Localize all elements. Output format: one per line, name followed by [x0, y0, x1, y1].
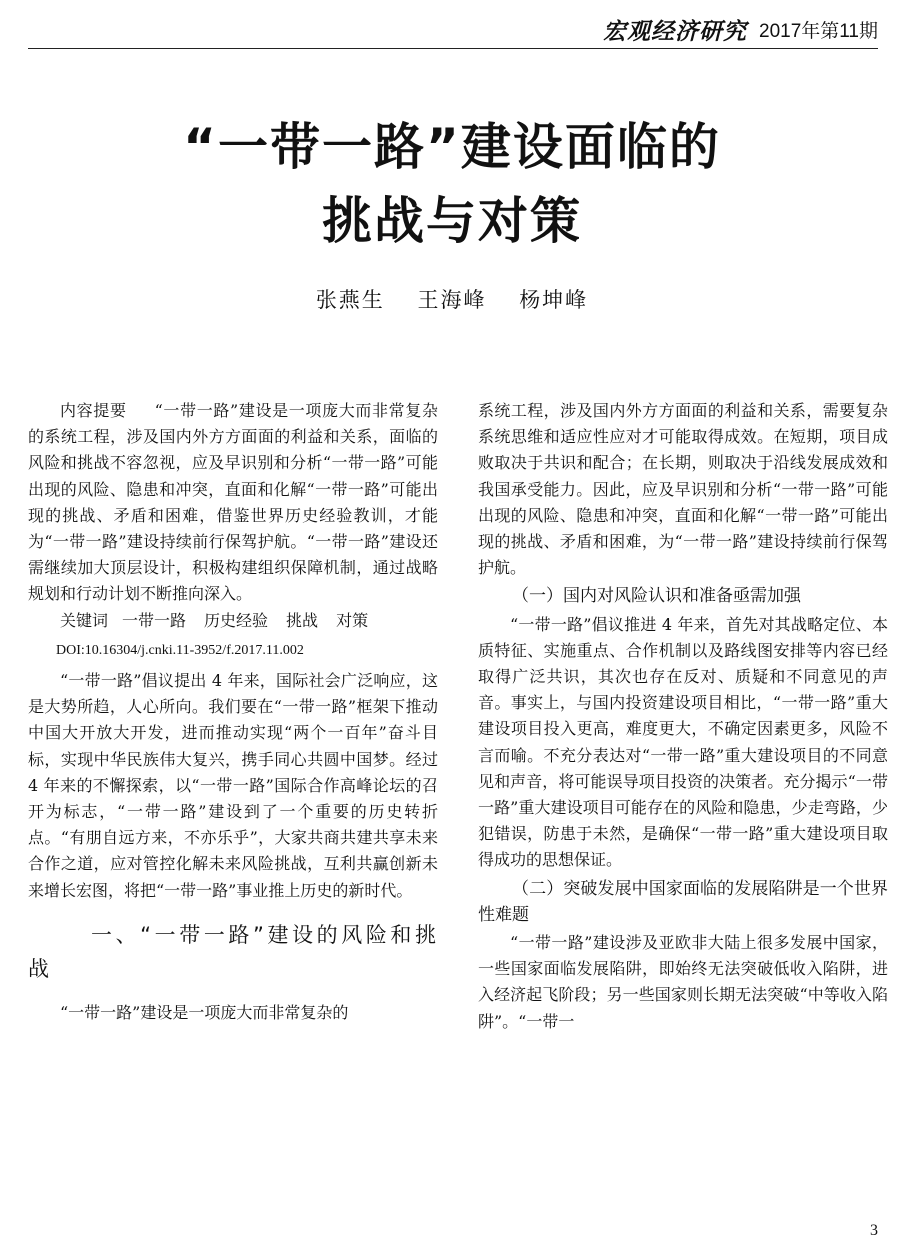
doi: DOI:10.16304/j.cnki.11-3952/f.2017.11.002	[56, 642, 304, 658]
left-column	[28, 398, 438, 1026]
abstract-label: 内容提要	[60, 401, 127, 420]
section-heading-1: 一、“一带一路”建设的风险和挑战	[28, 922, 438, 981]
paper-title	[0, 110, 904, 258]
keyword-3: 挑战	[286, 610, 319, 630]
journal-name: 宏观经济研究	[603, 17, 747, 45]
keyword-2: 历史经验	[204, 610, 269, 630]
subsection-heading-1: （一）国内对风险认识和准备亟需加强	[512, 586, 801, 607]
keywords-label: 关键词	[60, 610, 109, 630]
keyword-4: 对策	[336, 610, 369, 630]
subsection2-paragraph: “一带一路”建设涉及亚欧非大陆上很多发展中国家，一些国家面临发展陷阱，即始终无法突破低收入陷阱，进入经济起飞阶段；另一些国家则长期无法突破“中等收入陷阱”。“一带一	[478, 933, 888, 1031]
subsection1-paragraph: “一带一路”倡议推进 4 年来，首先对其战略定位、本质特征、实施重点、合作机制以及路线图安排等内容已经取得广泛共识，其次也存在反对、质疑和不同意见的声音。事实上，与国内投资建设项目相比，“一带一路”重大建设项目投入更高，难度更大，不确定因素更多，风险不言而喻。不充分表达对“一带一路”重大建设项目的不同意见和声音，将可能误导项目投资的决策者。充分揭示“一带一路”重大建设项目可能存在的风险和隐患，少走弯路，少犯错误，防患于未然，是确保“一带一路”重大建设项目取得成功的思想保证。	[478, 614, 888, 870]
author-3: 杨坤峰	[519, 288, 589, 312]
section1-paragraph-cont: 系统工程，涉及国内外方方面面的利益和关系，需要复杂系统思维和适应性应对才可能取得成效。在短期，项目成败取决于共识和配合；在长期，则取决于沿线发展成效和我国承受能力。因此，应及早识别和分析“一带一路”可能出现的风险、隐患和冲突，直面和化解“一带一路”可能出现的挑战、矛盾和困难，为“一带一路”建设持续前行保驾护航。	[478, 401, 888, 578]
title-line-1: “一带一路”建设面临的	[183, 118, 721, 176]
abstract	[28, 398, 438, 608]
running-header	[28, 10, 878, 49]
issue-number: 2017年第11期	[759, 20, 878, 42]
keywords	[28, 608, 438, 634]
author-2: 王海峰	[417, 288, 487, 312]
right-column	[478, 398, 888, 1035]
abstract-text: “一带一路”建设是一项庞大而非常复杂的系统工程，涉及国内外方方面面的利益和关系，面临的风险和挑战不容忽视，应及早识别和分析“一带一路”可能出现的风险、隐患和冲突，直面和化解“一带一路”可能出现的挑战、矛盾和困难，借鉴世界历史经验教训，才能为“一带一路”建设持续前行保驾护航。“一带一路”建设还需继续加大顶层设计，积极构建组织保障机制，通过战略规划和行动计划不断推向深入。	[28, 401, 438, 604]
section1-paragraph-start: “一带一路”建设是一项庞大而非常复杂的	[60, 1002, 349, 1022]
page-number: 3	[870, 1222, 878, 1239]
keyword-1: 一带一路	[122, 610, 187, 630]
intro-paragraph: “一带一路”倡议提出 4 年来，国际社会广泛响应，这是大势所趋，人心所向。我们要在“一带一路”框架下推动中国大开放大开发，进而推动实现“两个一百年”奋斗目标，实现中华民族伟大复兴，携手同心共圆中国梦。经过 4 年来的不懈探索，以“一带一路”国际合作高峰论坛的召开为标志，“一带一路”建设到了一个重要的历史转折点。“有朋自远方来，不亦乐乎”，大家共商共建共享未来合作之道，应对管控化解未来风险挑战，互利共赢创新未来增长宏图，将把“一带一路”事业推上历史的新时代。	[28, 671, 438, 900]
author-list	[0, 284, 904, 314]
subsection-heading-2: （二）突破发展中国家面临的发展陷阱是一个世界性难题	[478, 878, 888, 925]
title-line-2: 挑战与对策	[322, 192, 582, 250]
author-1: 张燕生	[315, 288, 385, 312]
